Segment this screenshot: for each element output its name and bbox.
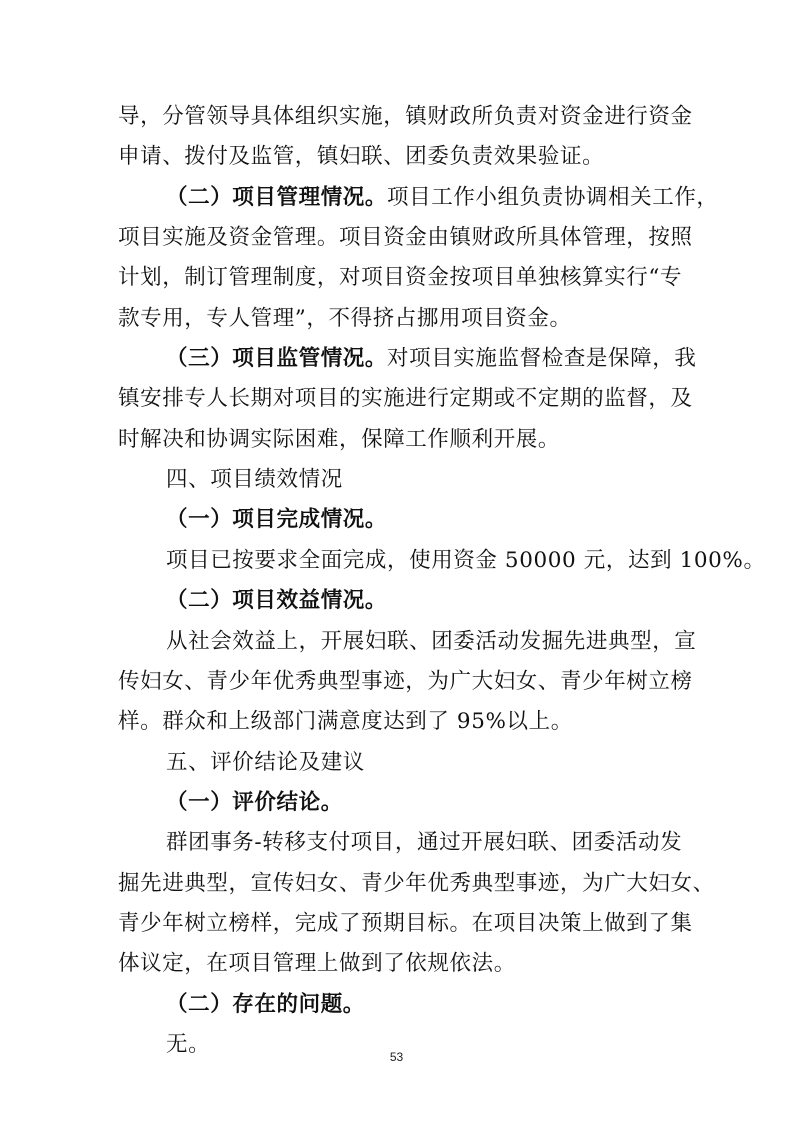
paragraph-line: 导，分管领导具体组织实施，镇财政所负责对资金进行资金	[118, 104, 693, 129]
subheading-issues: （二）存在的问题。	[166, 991, 365, 1017]
paragraph-line: 镇安排专人长期对项目的实施进行定期或不定期的监督，及	[118, 386, 693, 412]
paragraph-line	[166, 344, 697, 374]
subheading-project-management: （二）项目管理情况。	[166, 184, 388, 210]
paragraph-line: 申请、拨付及监管，镇妇联、团委负责效果验证。	[118, 144, 605, 170]
paragraph-line: 青少年树立榜样，完成了预期目标。在项目决策上做到了集	[118, 910, 693, 936]
subheading-project-supervision: （三）项目监管情况。	[166, 346, 388, 372]
paragraph-text: 对项目实施监督检查是保障，我	[387, 346, 697, 372]
paragraph-line	[166, 183, 719, 213]
section-heading-5: 五、评价结论及建议	[166, 749, 365, 775]
paragraph-line: 体议定，在项目管理上做到了依规依法。	[118, 951, 516, 977]
paragraph-line: 传妇女、青少年优秀典型事迹，为广大妇女、青少年树立榜	[118, 668, 693, 694]
paragraph-text: 项目工作小组负责协调相关工作，	[387, 184, 719, 210]
subheading-conclusion: （一）评价结论。	[166, 789, 343, 815]
paragraph-line: 样。群众和上级部门满意度达到了 95%以上。	[118, 709, 573, 735]
paragraph-line: 掘先进典型，宣传妇女、青少年优秀典型事迹，为广大妇女、	[118, 870, 715, 896]
paragraph-line: 项目实施及资金管理。项目资金由镇财政所具体管理，按照	[118, 225, 693, 251]
section-heading-4: 四、项目绩效情况	[166, 467, 343, 493]
paragraph-line: 群团事务-转移支付项目，通过开展妇联、团委活动发	[166, 830, 683, 856]
page-number: 53	[389, 1050, 404, 1064]
paragraph-line: 项目已按要求全面完成，使用资金 50000 元，达到 100%。	[166, 547, 766, 573]
subheading-benefits: （二）项目效益情况。	[166, 588, 388, 614]
paragraph-line: 从社会效益上，开展妇联、团委活动发掘先进典型，宣	[166, 628, 697, 654]
paragraph-line: 无。	[166, 1032, 211, 1057]
paragraph-line: 时解决和协调实际困难，保障工作顺利开展。	[118, 426, 561, 452]
paragraph-line: 款专用，专人管理”，不得挤占挪用项目资金。	[118, 305, 572, 331]
paragraph-line: 计划，制订管理制度，对项目资金按项目单独核算实行“专	[118, 265, 683, 291]
subheading-completion: （一）项目完成情况。	[166, 507, 388, 533]
